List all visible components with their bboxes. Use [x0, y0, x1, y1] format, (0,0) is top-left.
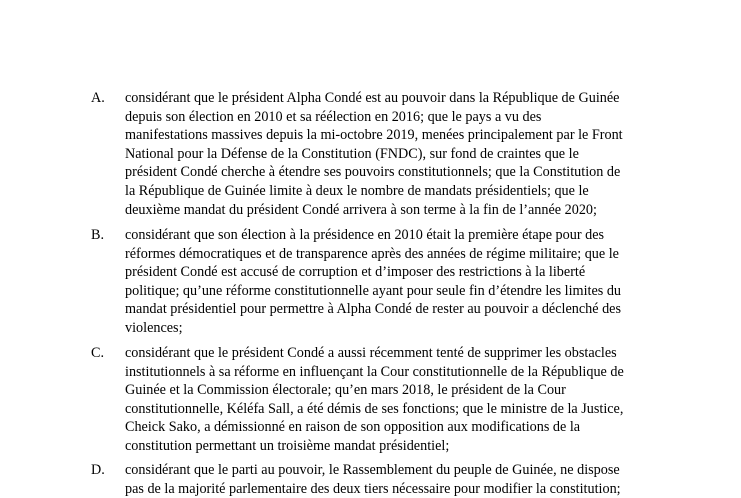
text-line: institutionnels à sa réforme en influençant la Cour constitutionnelle de la République de	[125, 363, 624, 380]
text-line: Cheick Sako, a démissionné en raison de son opposition aux modifications de la	[125, 419, 581, 436]
clause-text	[125, 344, 715, 456]
text-line: pas de la majorité parlementaire des deux tiers nécessaire pour modifier la constitution;	[125, 480, 621, 497]
text-line: considérant que le parti au pouvoir, le Rassemblement du peuple de Guinée, ne dispose	[125, 462, 620, 478]
clause-letter: C.	[91, 345, 105, 361]
text-line: considérant que son élection à la présidence en 2010 était la première étape pour des	[125, 227, 605, 243]
text-line: président Condé cherche à étendre ses pouvoirs constitutionnels; que la Constitution de	[125, 164, 621, 181]
text-line: National pour la Défense de la Constitution (FNDC), sur fond de craintes que le	[125, 145, 579, 162]
text-line: deuxième mandat du président Condé arrivera à son terme à la fin de l’année 2020;	[125, 201, 597, 218]
text-line: président Condé est accusé de corruption et d’imposer des restrictions à la liberté	[125, 264, 586, 281]
text-line: réformes démocratiques et de transparence après des années de régime militaire; que le	[125, 245, 619, 262]
clause-letter: A.	[91, 90, 105, 106]
text-line: considérant que le président Condé a aussi récemment tenté de supprimer les obstacles	[125, 345, 617, 361]
clause-text	[125, 89, 715, 219]
text-line: constitution permettant un troisième mandat présidentiel;	[125, 437, 450, 454]
text-line: considérant que le président Alpha Condé est au pouvoir dans la République de Guinée	[125, 90, 620, 106]
text-line: politique; qu’une réforme constitutionnelle ayant pour seule fin d’étendre les limites du	[125, 282, 622, 299]
clause-text	[125, 226, 715, 338]
text-line: violences;	[125, 319, 183, 336]
text-line: mandat présidentiel pour permettre à Alpha Condé de rester au pouvoir a déclenché des	[125, 301, 621, 318]
text-line: depuis son élection en 2010 et sa réélection en 2016; que le pays a vu des	[125, 108, 542, 125]
clause-letter: B.	[91, 227, 105, 243]
clause-letter: D.	[91, 462, 105, 478]
text-line: manifestations massives depuis la mi-octobre 2019, menées principalement par le Front	[125, 127, 623, 144]
text-line: Guinée et la Commission électorale; qu’en mars 2018, le président de la Cour	[125, 382, 566, 399]
text-line: constitutionnelle, Kéléfa Sall, a été démis de ses fonctions; que le ministre de la Justice,	[125, 400, 624, 417]
text-line: la République de Guinée limite à deux le nombre de mandats présidentiels; que le	[125, 182, 589, 199]
clause-text	[125, 461, 715, 498]
